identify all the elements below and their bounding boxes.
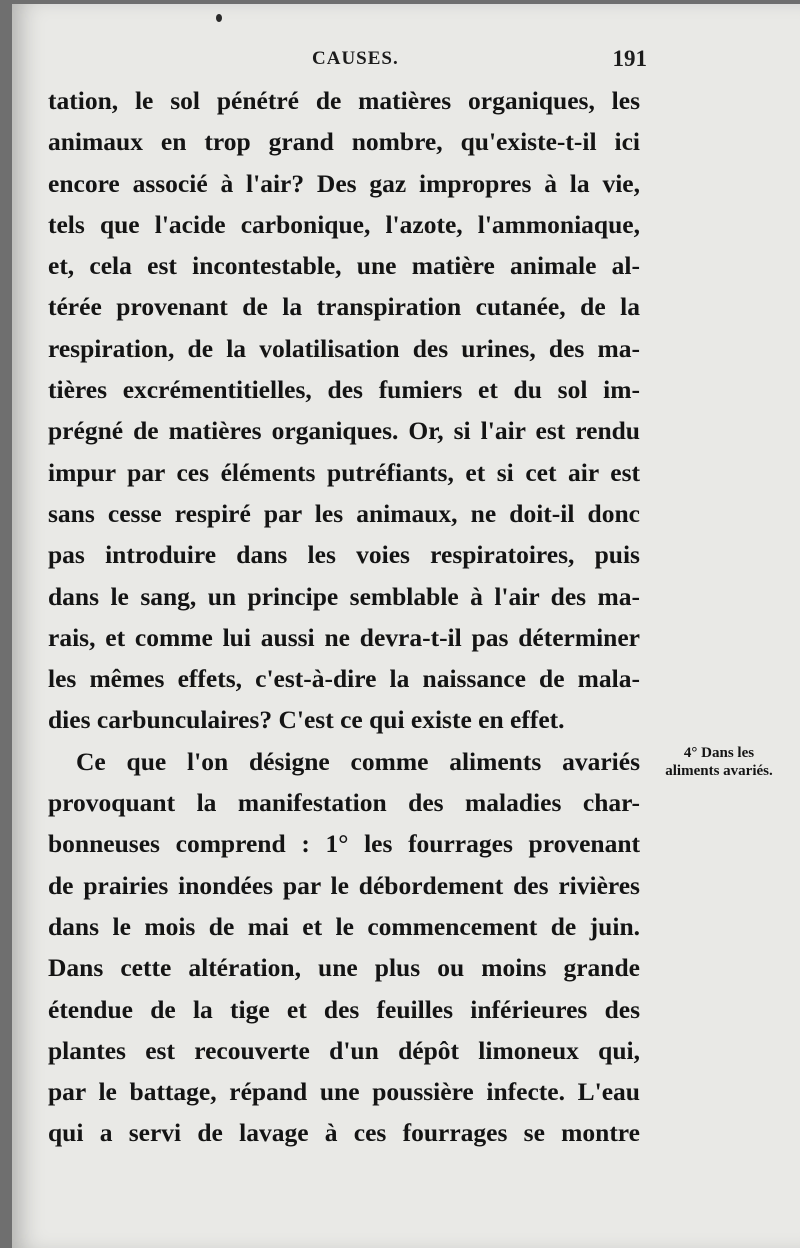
- text-line: respiration, de la volatilisation des urines, des ma-: [48, 333, 640, 363]
- text-line: Dans cette altération, une plus ou moins grande: [48, 953, 640, 983]
- text-line: rais, et comme lui aussi ne devra-t-il pas déterminer: [48, 622, 640, 652]
- marginal-note: [644, 744, 794, 780]
- text-line: sans cesse respiré par les animaux, ne doit-il donc: [48, 498, 640, 528]
- text-line: tières excrémentitielles, des fumiers et du sol im-: [48, 375, 640, 405]
- text-line: tation, le sol pénétré de matières organiques, les: [48, 86, 640, 115]
- page-number: 191: [612, 46, 647, 71]
- text-line: qui a servi de lavage à ces fourrages se montre: [48, 1118, 640, 1148]
- text-line: dans le mois de mai et le commencement de juin.: [48, 911, 640, 941]
- running-head: CAUSES.: [312, 48, 399, 69]
- text-line: Ce que l'on désigne comme aliments avariés: [76, 746, 640, 776]
- text-line: encore associé à l'air? Des gaz impropres à la vie,: [48, 168, 640, 198]
- text-line: pas introduire dans les voies respiratoires, puis: [48, 540, 640, 570]
- text-line: dies carbunculaires? C'est ce qui existe en effet.: [48, 705, 565, 735]
- text-line: et, cela est incontestable, une matière animale al-: [48, 251, 640, 281]
- ink-speck: [216, 14, 222, 22]
- text-line: animaux en trop grand nombre, qu'existe-t-il ici: [48, 127, 640, 157]
- page-header: [312, 48, 647, 78]
- text-line: bonneuses comprend : 1° les fourrages provenant: [48, 829, 640, 859]
- marginal-note-line: 4° Dans les: [683, 745, 755, 761]
- marginal-note-line: aliments avariés.: [665, 763, 773, 779]
- text-line: par le battage, répand une poussière infecte. L'eau: [48, 1077, 640, 1107]
- text-line: plantes est recouverte d'un dépôt limoneux qui,: [48, 1035, 640, 1065]
- text-line: térée provenant de la transpiration cutanée, de la: [48, 292, 640, 322]
- body-text: [48, 80, 640, 1154]
- text-line: tels que l'acide carbonique, l'azote, l'ammoniaque,: [48, 209, 640, 239]
- text-line: les mêmes effets, c'est-à-dire la naissance de mala-: [48, 664, 640, 694]
- text-line: provoquant la manifestation des maladies char-: [48, 788, 640, 818]
- text-line: dans le sang, un principe semblable à l'air des ma-: [48, 581, 640, 611]
- text-line: impur par ces éléments putréfiants, et si cet air est: [48, 457, 640, 487]
- text-line: prégné de matières organiques. Or, si l'air est rendu: [48, 416, 640, 446]
- text-line: étendue de la tige et des feuilles inférieures des: [48, 994, 640, 1024]
- text-line: de prairies inondées par le débordement des rivières: [48, 870, 640, 900]
